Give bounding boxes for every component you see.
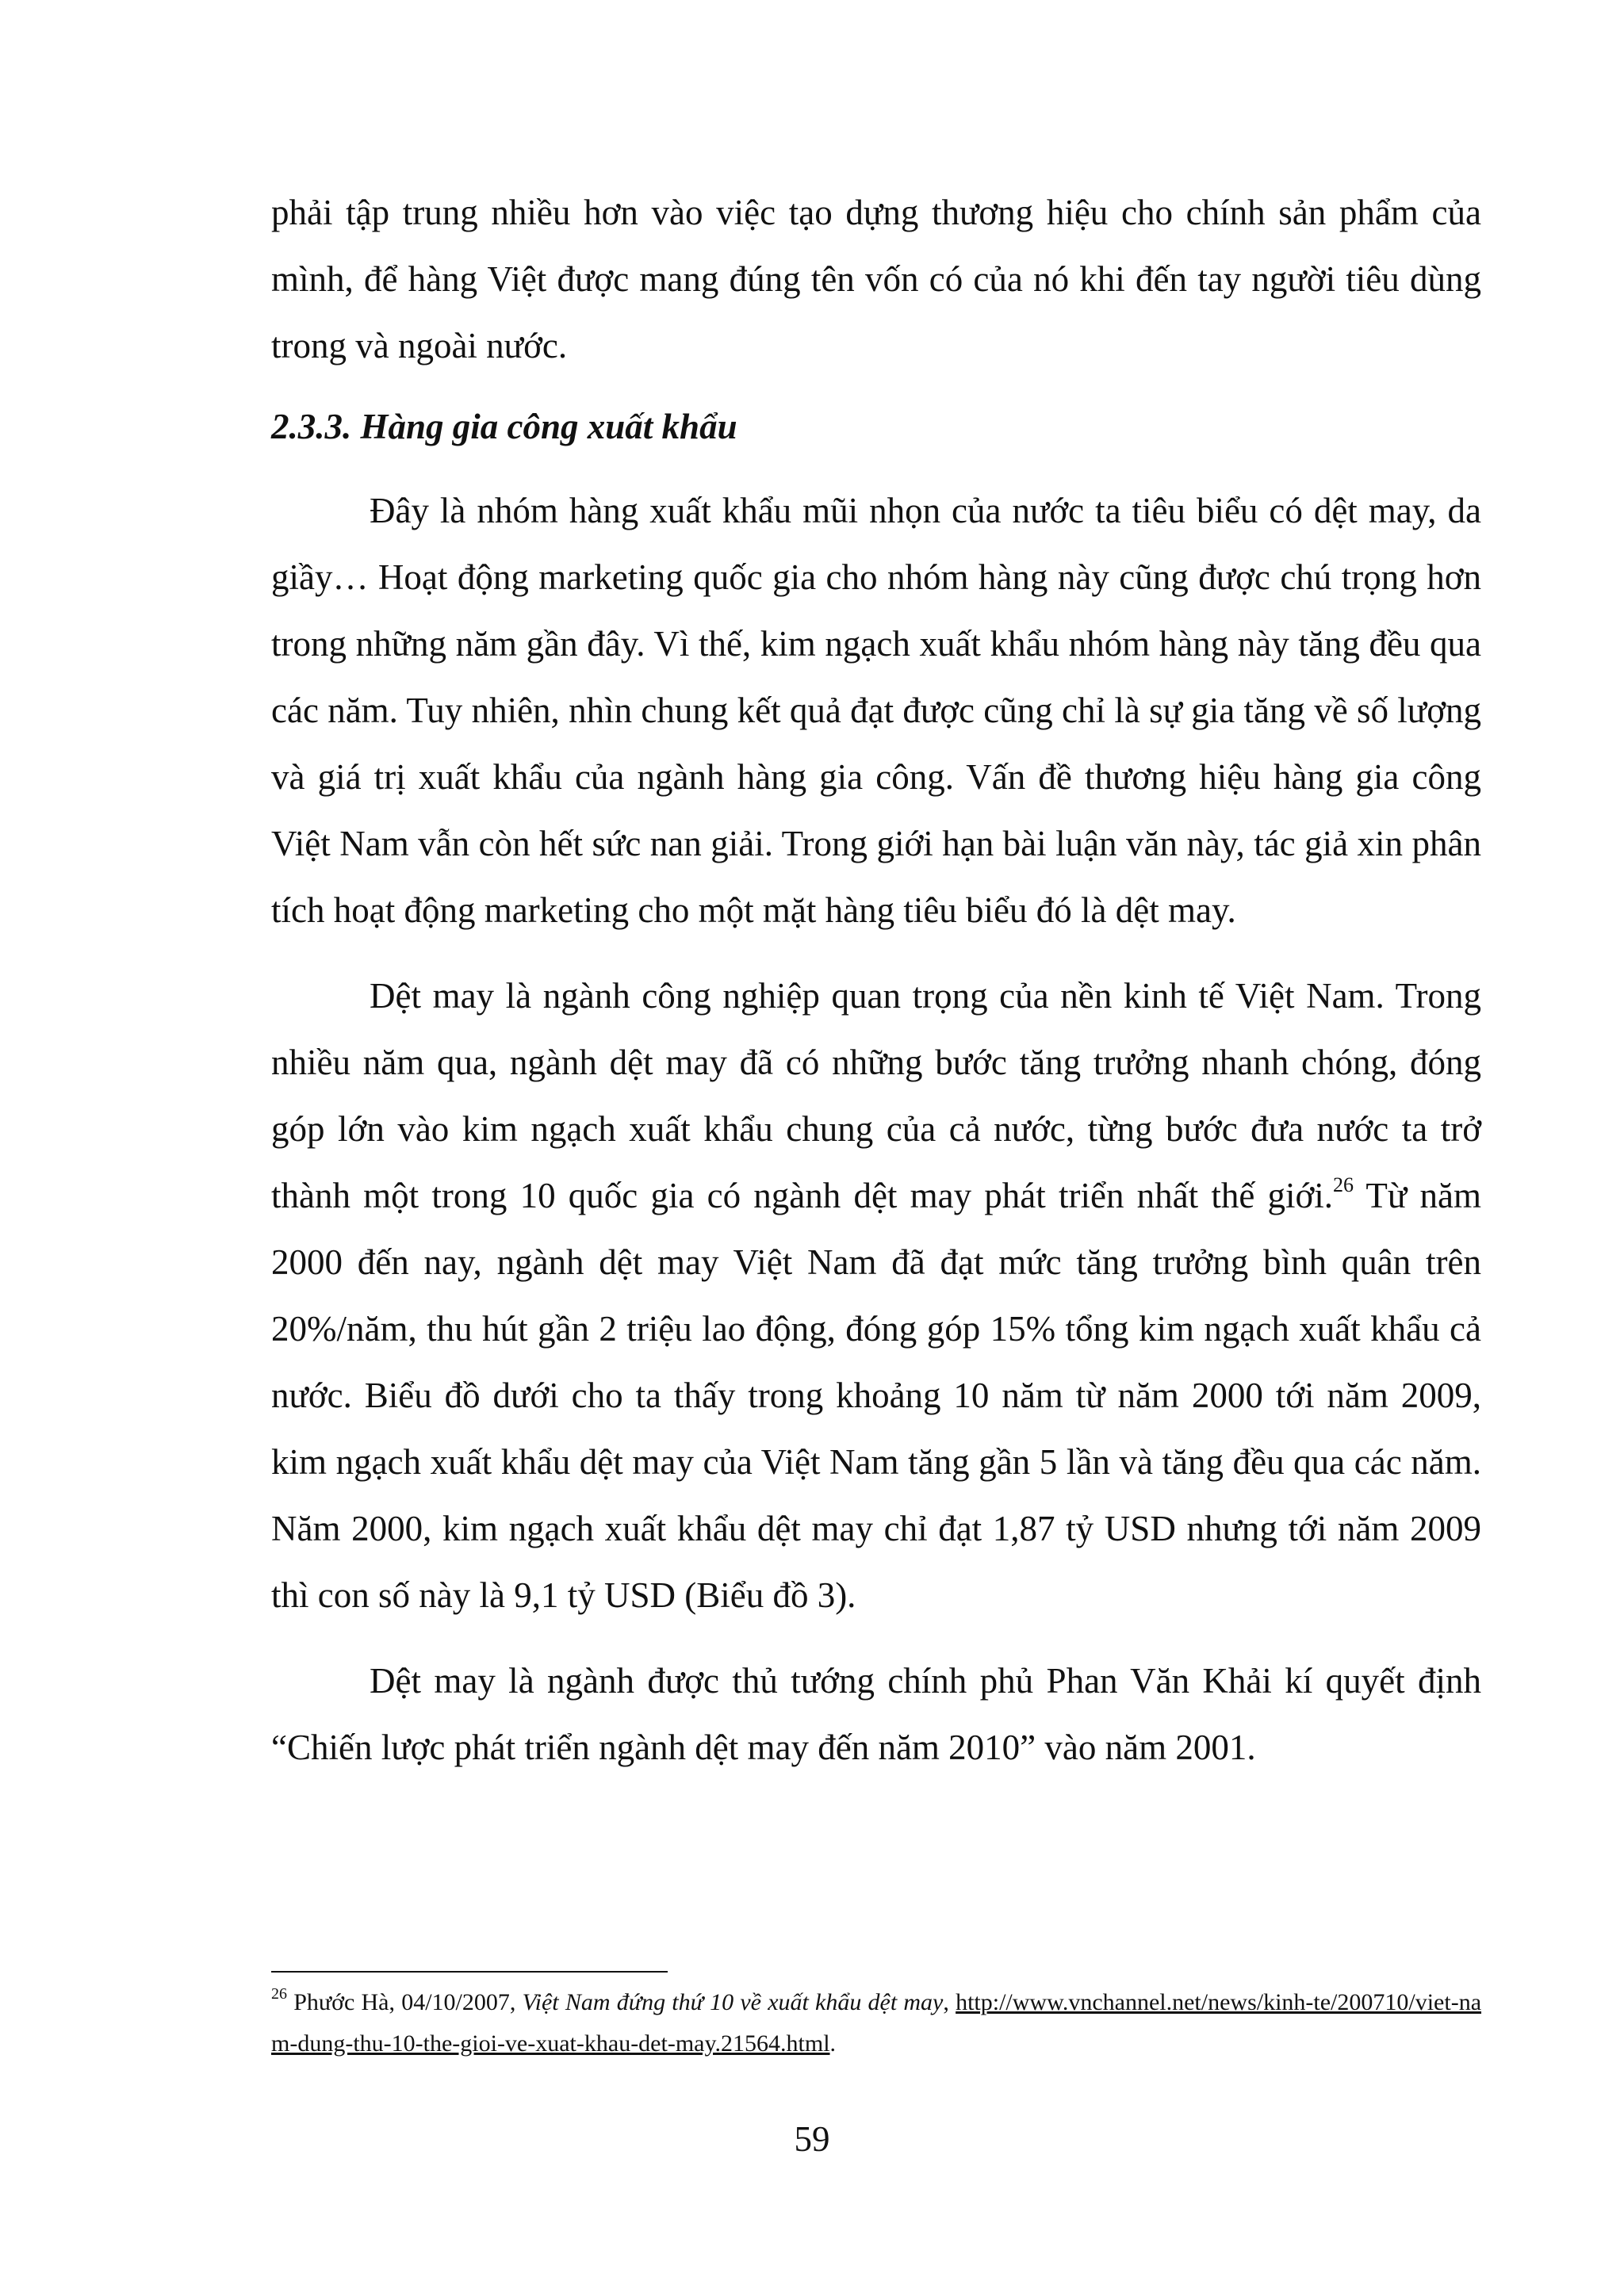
footnote <box>271 1982 1481 2064</box>
footnote-separator: , <box>943 1989 956 2015</box>
footnote-reference[interactable]: 26 <box>1333 1173 1354 1196</box>
footnote-end: . <box>829 2030 837 2057</box>
footnote-article-title: Việt Nam đứng thứ 10 về xuất khẩu dệt may <box>522 1989 944 2015</box>
section-heading: 2.3.3. Hàng gia công xuất khẩu <box>271 407 737 446</box>
page-number: 59 <box>794 2119 830 2159</box>
footnote-divider <box>271 1971 668 1973</box>
footnote-source-link[interactable]: http://www.vnchannel.net/news/kinh-te/200710/viet-nam-dung-thu-10-the-gioi-ve-xuat-khau-det-may.21564.html <box>271 1989 1482 2057</box>
paragraph-textile-industry <box>271 962 1481 1628</box>
page-body <box>271 179 1481 1781</box>
paragraph-textile-text-after: Từ năm 2000 đến nay, ngành dệt may Việt Nam đã đạt mức tăng trưởng bình quân trên 20%/năm, thu hút gần 2 triệu lao động, đóng góp 15% tổng kim ngạch xuất khẩu cả nước. Biểu đồ dưới cho ta thấy trong khoảng 10 năm từ năm 2000 tới năm 2009, kim ngạch xuất khẩu dệt may của Việt Nam tăng gần 5 lần và tăng đều qua các năm. Năm 2000, kim ngạch xuất khẩu dệt may chỉ đạt 1,87 tỷ USD nhưng tới năm 2009 thì con số này là 9,1 tỷ USD (Biểu đồ 3). <box>271 1176 1481 1615</box>
paragraph-textile-strategy: Dệt may là ngành được thủ tướng chính phủ Phan Văn Khải kí quyết định “Chiến lược phát triển ngành dệt may đến năm 2010” vào năm 2001. <box>271 1661 1481 1767</box>
footnote-author-date: Phước Hà, 04/10/2007, <box>287 1989 523 2015</box>
footnote-number: 26 <box>271 1985 287 2003</box>
paragraph-textile-text-before: Dệt may là ngành công nghiệp quan trọng của nền kinh tế Việt Nam. Trong nhiều năm qua, ngành dệt may đã có những bước tăng trưởng nhanh chóng, đóng góp lớn vào kim ngạch xuất khẩu chung của cả nước, từng bước đưa nước ta trở thành một trong 10 quốc gia có ngành dệt may phát triển nhất thế giới. <box>271 976 1481 1215</box>
paragraph-continuation: phải tập trung nhiều hơn vào việc tạo dựng thương hiệu cho chính sản phẩm của mình, để hàng Việt được mang đúng tên vốn có của nó khi đến tay người tiêu dùng trong và ngoài nước. <box>271 193 1481 365</box>
paragraph-processed-exports: Đây là nhóm hàng xuất khẩu mũi nhọn của nước ta tiêu biểu có dệt may, da giầy… Hoạt động marketing quốc gia cho nhóm hàng này cũng được chú trọng hơn trong những năm gần đây. Vì thế, kim ngạch xuất khẩu nhóm hàng này tăng đều qua các năm. Tuy nhiên, nhìn chung kết quả đạt được cũng chỉ là sự gia tăng về số lượng và giá trị xuất khẩu của ngành hàng gia công. Vấn đề thương hiệu hàng gia công Việt Nam vẫn còn hết sức nan giải. Trong giới hạn bài luận văn này, tác giả xin phân tích hoạt động marketing cho một mặt hàng tiêu biểu đó là dệt may. <box>271 491 1481 930</box>
